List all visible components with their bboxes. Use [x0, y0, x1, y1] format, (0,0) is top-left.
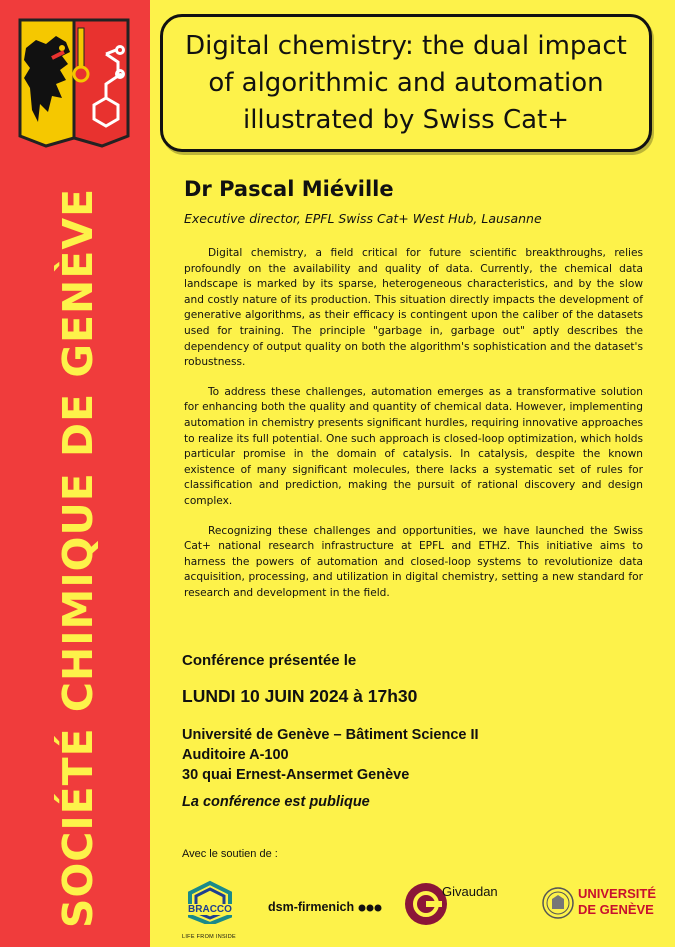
speaker-name: Dr Pascal Miéville: [184, 177, 394, 201]
public-note: La conférence est publique: [182, 794, 370, 810]
unige-name-line2: DE GENÈVE: [578, 902, 654, 917]
conference-date: LUNDI 10 JUIN 2024 à 17h30: [182, 686, 418, 706]
givaudan-name: Givaudan: [442, 884, 498, 899]
society-name-vertical: SOCIÉTÉ CHIMIQUE DE GENÈVE: [54, 187, 102, 929]
givaudan-logo: [404, 880, 516, 926]
bracco-name: BRACCO: [178, 904, 242, 915]
venue-line: Université de Genève – Bâtiment Science II: [182, 727, 479, 743]
abstract-paragraph: To address these challenges, automation emerges as a transformative solution for enhancing both the quality and quantity of chemical data. However, implementing automation in chemistry presents significant hurdles, requiring innovative approaches to realize its full potential. One such approach is closed-loop optimization, which holds particular promise in the domain of catalysis. In catalysis, despite the known existence of many significant molecules, there lacks a systematic set of rules for classification and prediction, making the pursuit of rational discovery and design complex.: [184, 385, 643, 507]
unige-logo: [542, 885, 662, 925]
speaker-affiliation: Executive director, EPFL Swiss Cat+ West Hub, Lausanne: [184, 211, 542, 226]
dsm-firmenich-logo: [268, 900, 382, 914]
bracco-hexagon-icon: [178, 880, 242, 924]
support-label: Avec le soutien de :: [182, 848, 278, 860]
unige-seal-icon: [542, 887, 574, 919]
abstract-paragraph: Digital chemistry, a field critical for future scientific breakthroughs, relies profoundly on the availability and quality of data. Currently, the chemical data landscape is marked by its sparse, heterogeneous characteristics, and by the slow and costly nature of its production. This situation directly impacts the development of generative algorithms, as their efficacy is contingent upon the caliber of the datasets used for training. The principle "garbage in, garbage out" aptly describes the dependency of output quality on both the algorithm's sophistication and the dataset's robustness.: [184, 247, 643, 369]
society-logo: [18, 18, 130, 148]
key-icon: [78, 28, 84, 68]
bracco-tagline: LIFE FROM INSIDE: [182, 934, 236, 940]
abstract: [184, 246, 643, 615]
bracco-logo: [178, 880, 242, 944]
unige-name-line1: UNIVERSITÉ: [578, 886, 657, 901]
talk-title: Digital chemistry: the dual impact of algorithmic and automation illustrated by Swiss Cat+: [160, 14, 652, 152]
venue-line: 30 quai Ernest-Ansermet Genève: [182, 767, 410, 783]
abstract-paragraph: Recognizing these challenges and opportunities, we have launched the Swiss Cat+ national research infrastructure at EPFL and ETHZ. This initiative aims to harness the powers of automation and closed-loop systems to revolutionize data acquisition, processing, and utilization in digital chemistry, setting a new standard for research and development in the field.: [184, 524, 643, 599]
conference-label: Conférence présentée le: [182, 652, 357, 669]
venue-line: Auditoire A-100: [182, 747, 289, 763]
sidebar: [0, 0, 150, 947]
venue: [182, 725, 479, 785]
dsm-dots-icon: [358, 903, 382, 913]
dsm-firmenich-name: dsm-firmenich: [268, 900, 355, 914]
